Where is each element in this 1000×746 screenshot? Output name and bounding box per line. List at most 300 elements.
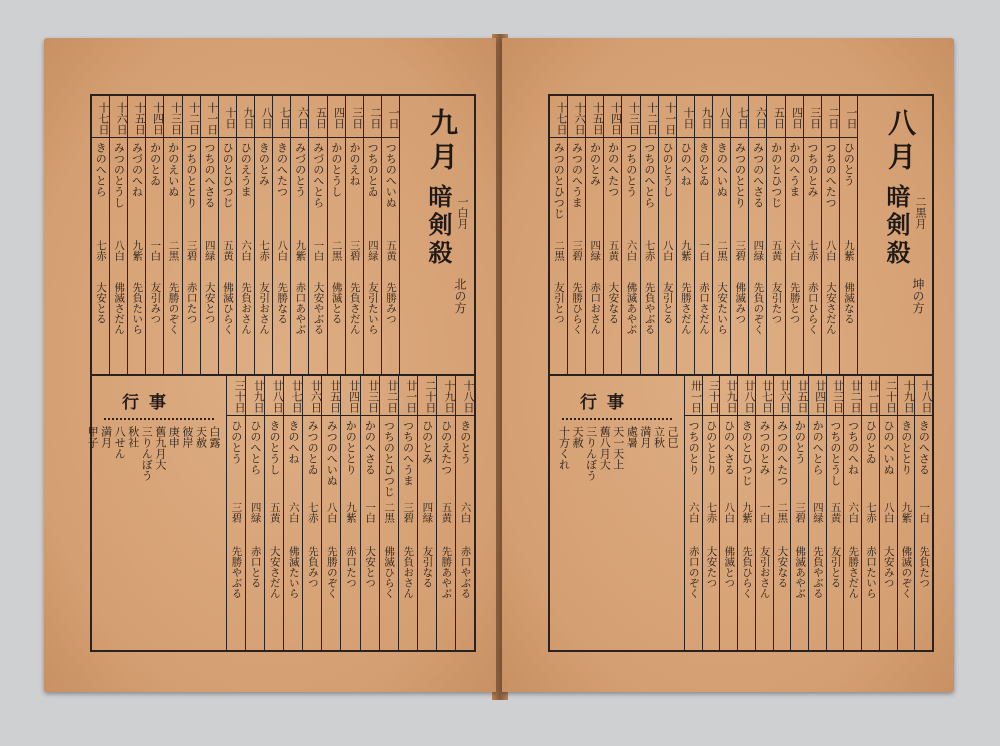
right-page-august (502, 38, 954, 692)
day-column (730, 96, 748, 374)
day-column (702, 374, 720, 650)
events-box (550, 374, 685, 650)
day-star: 七赤 (306, 502, 319, 523)
wavy-divider (104, 414, 214, 420)
day-number: 六日 (291, 96, 308, 138)
day-number: 廿一日 (862, 374, 879, 416)
day-kanshi: ひのえうま (239, 142, 253, 197)
day-star: 四緑 (366, 240, 379, 261)
day-kanshi: かのとみ (588, 142, 602, 186)
day-number: 十三日 (622, 96, 639, 138)
day-rokuyo: 佛滅なる (842, 282, 855, 324)
day-column (236, 96, 254, 374)
day-column (897, 374, 915, 650)
month-star: 一白月 (456, 196, 469, 229)
day-rokuyo: 友引おさん (258, 282, 271, 335)
day-star: 八白 (276, 240, 289, 261)
day-grid-lower (227, 374, 474, 650)
day-column (694, 96, 712, 374)
day-rokuyo: 佛滅のぞく (900, 546, 913, 599)
day-number: 七日 (273, 96, 290, 138)
day-kanshi: ひのとみ (420, 420, 434, 464)
day-star: 五黄 (607, 240, 620, 261)
event-item: 庚申 (167, 426, 181, 448)
day-kanshi: みづのへね (130, 142, 144, 197)
day-rokuyo: 先負ひらく (740, 546, 753, 599)
day-grid-upper (550, 96, 857, 374)
day-column (621, 96, 639, 374)
day-rokuyo: 大安みつ (882, 546, 895, 588)
event-item: 白露 (208, 426, 221, 448)
day-star: 一白 (364, 502, 377, 523)
event-item: 天赦 (194, 426, 208, 448)
day-column (821, 96, 839, 374)
day-star: 七赤 (705, 502, 718, 523)
day-star: 六白 (239, 240, 252, 261)
day-star: 六白 (459, 502, 472, 523)
day-number: 十五日 (586, 96, 603, 138)
day-kanshi: つちのとひつじ (382, 420, 396, 497)
day-column (914, 374, 932, 650)
day-kanshi: ひのとひつじ (221, 142, 235, 208)
day-star: 九紫 (900, 502, 913, 523)
day-number: 十七日 (550, 96, 567, 138)
day-star: 三碧 (571, 240, 584, 261)
day-kanshi: かのとひつじ (769, 142, 783, 208)
day-kanshi: つちのへさる (202, 142, 216, 208)
day-number: 二十日 (418, 374, 436, 416)
day-rokuyo: 先勝さだん (847, 546, 860, 599)
day-star: 八白 (882, 502, 895, 523)
event-item: 満月 (638, 426, 652, 448)
day-number: 廿三日 (361, 374, 379, 416)
events-title: 行事 (122, 393, 176, 413)
day-column (340, 374, 359, 650)
day-number: 十二日 (183, 96, 200, 138)
day-column (92, 96, 109, 374)
day-star: 八白 (661, 240, 674, 261)
day-rokuyo: 佛滅あやぶ (625, 282, 638, 335)
day-number: 十七日 (92, 96, 109, 138)
day-rokuyo: 先負おさん (402, 546, 415, 599)
day-rokuyo: 先勝とつ (788, 282, 801, 324)
day-column (676, 96, 694, 374)
day-star: 六白 (625, 240, 638, 261)
left-page-september (44, 38, 496, 692)
day-column (227, 374, 245, 650)
day-number: 十三日 (164, 96, 181, 138)
day-number: 十日 (219, 96, 236, 138)
day-kanshi: ひのとう (842, 142, 856, 186)
day-star: 七赤 (864, 502, 877, 523)
day-number: 廿七日 (756, 374, 773, 416)
day-kanshi: みづのへとら (311, 142, 325, 208)
day-number: 十一日 (659, 96, 676, 138)
day-rokuyo: 赤口たつ (345, 546, 357, 588)
day-star: 九紫 (842, 240, 855, 261)
day-star: 四緑 (811, 502, 824, 523)
day-column (379, 374, 398, 650)
day-column (719, 374, 737, 650)
day-star: 八白 (723, 502, 736, 523)
day-star: 一白 (312, 240, 325, 261)
day-rokuyo: 佛滅とつ (723, 546, 736, 588)
day-star: 五黄 (268, 502, 281, 523)
day-rokuyo: 赤口とる (249, 546, 262, 588)
day-star: 三碧 (230, 502, 243, 523)
day-kanshi: ひのととり (704, 420, 718, 475)
day-rokuyo: 大安とつ (203, 282, 216, 324)
day-number: 八日 (713, 96, 730, 138)
day-column (127, 96, 145, 374)
day-number: 廿五日 (322, 374, 340, 416)
day-number: 十九日 (437, 374, 455, 416)
day-number: 十日 (677, 96, 694, 138)
day-star: 五黄 (384, 240, 397, 261)
day-number: 十一日 (201, 96, 218, 138)
day-kanshi: つちのとゐ (366, 142, 380, 197)
day-rokuyo: 大安やぶる (312, 282, 325, 335)
day-number: 廿六日 (303, 374, 321, 416)
event-item: 處暑 (625, 426, 639, 448)
day-number: 四日 (786, 96, 803, 138)
day-star: 九紫 (679, 240, 692, 261)
day-rokuyo: 佛滅とる (330, 282, 343, 324)
event-item: 三りんぼう (584, 426, 598, 481)
day-kanshi: きのへたつ (275, 142, 289, 197)
day-kanshi: きのととり (899, 420, 913, 475)
day-rokuyo: 友引みつ (149, 282, 162, 324)
day-kanshi: きのへさる (917, 420, 931, 475)
day-number: 十九日 (898, 374, 915, 416)
ankensatsu-label: 暗剣殺 (882, 184, 911, 268)
day-rokuyo: 友引とつ (552, 282, 565, 324)
day-star: 七赤 (643, 240, 656, 261)
day-kanshi: きのとゐ (697, 142, 711, 186)
day-column (327, 96, 345, 374)
day-rokuyo: 佛滅ひらく (383, 546, 396, 599)
day-star: 九紫 (131, 240, 144, 261)
day-rokuyo: 先負たつ (918, 546, 931, 588)
day-rokuyo: 佛滅みつ (734, 282, 747, 324)
day-rokuyo: 赤口あやぶ (294, 282, 307, 335)
day-rokuyo: 赤口さだん (697, 282, 710, 335)
day-number: 三日 (346, 96, 363, 138)
day-star: 六白 (687, 502, 700, 523)
events-title: 行事 (580, 393, 634, 413)
day-kanshi: つちのとみ (805, 142, 819, 197)
day-star: 三碧 (348, 240, 361, 261)
day-number: 八日 (255, 96, 272, 138)
day-column (254, 96, 272, 374)
day-number: 十八日 (456, 374, 474, 416)
day-star: 七赤 (806, 240, 819, 261)
day-column (398, 374, 417, 650)
day-rokuyo: 大安なる (607, 282, 620, 324)
day-rokuyo: 先負みつ (306, 546, 319, 588)
day-star: 五黄 (770, 240, 783, 261)
day-column (603, 96, 621, 374)
day-kanshi: つちのへたつ (824, 142, 838, 208)
day-number: 十六日 (110, 96, 127, 138)
day-kanshi: つちのとう (624, 142, 638, 197)
event-item: 天赦 (571, 426, 585, 448)
day-number: 四日 (328, 96, 345, 138)
day-kanshi: みつのとうし (112, 142, 126, 208)
day-rokuyo: 大安たつ (705, 546, 718, 588)
day-rokuyo: 先勝あやぶ (440, 546, 453, 599)
day-column (748, 96, 766, 374)
day-number: 十四日 (604, 96, 621, 138)
day-rokuyo: 先負のぞく (752, 282, 765, 335)
day-rokuyo: 佛滅さだん (113, 282, 126, 335)
day-kanshi: みつのへさる (751, 142, 765, 208)
day-kanshi: きのへとら (94, 142, 108, 197)
day-column (417, 374, 436, 650)
event-item: 立秋 (652, 426, 666, 448)
calendar-frame (86, 94, 476, 652)
day-rokuyo: 友引とる (829, 546, 842, 588)
day-rokuyo: 先勝なる (276, 282, 289, 324)
day-column (685, 374, 702, 650)
day-number: 二十日 (880, 374, 897, 416)
day-column (839, 96, 857, 374)
day-star: 四緑 (249, 502, 262, 523)
day-column (218, 96, 236, 374)
day-number: 九日 (695, 96, 712, 138)
day-kanshi: かのとうし (329, 142, 343, 197)
day-star: 二黒 (167, 240, 180, 261)
day-number: 七日 (731, 96, 748, 138)
day-star: 八白 (325, 502, 338, 523)
month-title: 九月 (426, 108, 459, 176)
event-item: 十方くれ (557, 426, 571, 470)
day-column (321, 374, 340, 650)
day-kanshi: ひのとうし (660, 142, 674, 197)
day-column (308, 96, 326, 374)
month-header (857, 96, 932, 374)
day-rokuyo: 大安たいら (716, 282, 729, 335)
day-column (283, 374, 302, 650)
day-star: 三碧 (794, 502, 807, 523)
day-star: 八白 (113, 240, 126, 261)
day-kanshi: ひのとゐ (864, 420, 878, 464)
day-kanshi: みつのへたつ (775, 420, 789, 486)
day-star: 六白 (287, 502, 300, 523)
day-number: 廿五日 (791, 374, 808, 416)
day-star: 一白 (918, 502, 931, 523)
day-star: 六白 (847, 502, 860, 523)
day-column (345, 96, 363, 374)
day-column (163, 96, 181, 374)
day-kanshi: きのとひつじ (740, 420, 754, 486)
day-column (737, 374, 755, 650)
day-rokuyo: 先負やぶる (811, 546, 824, 599)
day-number: 五日 (767, 96, 784, 138)
day-column (360, 374, 379, 650)
event-item: 甲子 (86, 426, 100, 448)
day-number: 廿四日 (341, 374, 359, 416)
day-number: 六日 (749, 96, 766, 138)
event-item: 天一天上 (611, 426, 625, 470)
day-star: 二黒 (776, 502, 789, 523)
day-rokuyo: 佛滅たいら (287, 546, 300, 599)
day-column (785, 96, 803, 374)
day-rokuyo: 大安とつ (364, 546, 377, 588)
day-number: 一日 (840, 96, 857, 138)
day-kanshi: つちのへとら (642, 142, 656, 208)
day-rokuyo: 佛滅あやぶ (794, 546, 807, 599)
day-kanshi: ひのへとら (248, 420, 262, 475)
lower-calendar-section (550, 374, 932, 650)
day-rokuyo: 赤口たつ (185, 282, 198, 324)
day-rokuyo: 友引なる (421, 546, 434, 588)
day-column (879, 374, 897, 650)
day-number: 廿六日 (774, 374, 791, 416)
day-column (803, 96, 821, 374)
day-rokuyo: 友引たいら (366, 282, 379, 335)
day-column (766, 96, 784, 374)
day-grid-lower (685, 374, 932, 650)
month-star: 二黒月 (914, 196, 927, 229)
day-kanshi: かのえいぬ (166, 142, 180, 197)
day-kanshi: つちのへいぬ (384, 142, 398, 208)
day-kanshi: かのへたつ (606, 142, 620, 197)
day-number: 廿三日 (827, 374, 844, 416)
events-list (558, 426, 678, 644)
day-kanshi: みつのとみ (757, 420, 771, 475)
day-rokuyo: 先負おさん (239, 282, 252, 335)
day-number: 廿二日 (844, 374, 861, 416)
day-column (182, 96, 200, 374)
events-box (86, 374, 227, 650)
day-rokuyo: 赤口ひらく (806, 282, 819, 335)
day-rokuyo: 赤口のぞく (687, 546, 700, 599)
day-star: 四緑 (589, 240, 602, 261)
day-star: 九紫 (345, 502, 357, 523)
day-number: 三十日 (227, 374, 245, 416)
day-column (363, 96, 381, 374)
day-kanshi: みつのへうま (570, 142, 584, 208)
day-column (264, 374, 283, 650)
day-column (755, 374, 773, 650)
day-column (585, 96, 603, 374)
day-star: 八白 (824, 240, 837, 261)
day-star: 五黄 (221, 240, 234, 261)
day-star: 一白 (149, 240, 162, 261)
day-kanshi: きのとみ (257, 142, 271, 186)
day-kanshi: つちのへね (846, 420, 860, 475)
day-kanshi: つちのととり (184, 142, 198, 208)
day-kanshi: かのととり (344, 420, 358, 475)
day-column (712, 96, 730, 374)
event-item: 己巳 (666, 426, 679, 448)
event-item: 彼岸 (180, 426, 194, 448)
event-item: 秋社 (126, 426, 140, 448)
day-number: 廿八日 (738, 374, 755, 416)
day-number: 十五日 (128, 96, 145, 138)
day-number: 三日 (804, 96, 821, 138)
day-kanshi: かのへうま (787, 142, 801, 197)
day-column (790, 374, 808, 650)
day-star: 二黒 (383, 502, 396, 523)
day-number: 廿九日 (720, 374, 737, 416)
day-kanshi: みづのとう (293, 142, 307, 197)
day-kanshi: ひのとう (229, 420, 243, 464)
day-column (109, 96, 127, 374)
day-column (145, 96, 163, 374)
day-star: 二黒 (552, 240, 565, 261)
day-column (808, 374, 826, 650)
day-star: 一白 (697, 240, 710, 261)
day-grid-upper (92, 96, 399, 374)
day-number: 廿八日 (265, 374, 283, 416)
day-column (381, 96, 399, 374)
day-kanshi: きのとうし (267, 420, 281, 475)
day-kanshi: きのとう (458, 420, 472, 464)
day-star: 九紫 (740, 502, 753, 523)
day-star: 六白 (788, 240, 801, 261)
day-kanshi: かのえね (347, 142, 361, 186)
day-rokuyo: 赤口おさん (589, 282, 602, 335)
day-column (773, 374, 791, 650)
day-rokuyo: 友引たつ (770, 282, 783, 324)
day-kanshi: かのとう (793, 420, 807, 464)
day-kanshi: つちのとうし (828, 420, 842, 486)
day-rokuyo: 先勝のぞく (325, 546, 338, 599)
day-number: 一日 (382, 96, 399, 138)
day-rokuyo: 赤口たいら (864, 546, 877, 599)
day-number: 五日 (309, 96, 326, 138)
day-star: 五黄 (829, 502, 842, 523)
event-item: 満月 (99, 426, 113, 448)
day-number: 九日 (237, 96, 254, 138)
day-number: 三十日 (703, 374, 720, 416)
day-star: 九紫 (294, 240, 307, 261)
day-kanshi: つちのとり (687, 420, 701, 475)
day-column (861, 374, 879, 650)
day-star: 四緑 (752, 240, 765, 261)
event-item: 三りんぼう (140, 426, 154, 481)
event-item: 舊八月大 (598, 426, 612, 470)
ankensatsu-label: 暗剣殺 (424, 184, 453, 268)
day-rokuyo: 先負さだん (348, 282, 361, 335)
upper-calendar-section (550, 96, 932, 376)
day-number: 十六日 (568, 96, 585, 138)
day-star: 一白 (758, 502, 771, 523)
events-list (86, 426, 221, 644)
day-number: 十二日 (641, 96, 658, 138)
day-rokuyo: 先勝さだん (679, 282, 692, 335)
direction-label: 坤の方 (911, 278, 925, 314)
day-rokuyo: 友引おさん (758, 546, 771, 599)
day-rokuyo: 先勝のぞく (167, 282, 180, 335)
day-column (826, 374, 844, 650)
lower-calendar-section (86, 374, 475, 650)
day-column (272, 96, 290, 374)
day-kanshi: きのへね (287, 420, 301, 464)
day-rokuyo: 友引とる (661, 282, 674, 324)
day-column (567, 96, 585, 374)
day-rokuyo: 先負やぶる (643, 282, 656, 335)
upper-calendar-section (92, 96, 474, 376)
day-kanshi: ひのえたつ (439, 420, 453, 475)
day-rokuyo: 大安なる (776, 546, 789, 588)
day-rokuyo: 先勝ひらく (571, 282, 584, 335)
day-column (550, 96, 567, 374)
day-star: 七赤 (258, 240, 271, 261)
day-number: 二日 (822, 96, 839, 138)
